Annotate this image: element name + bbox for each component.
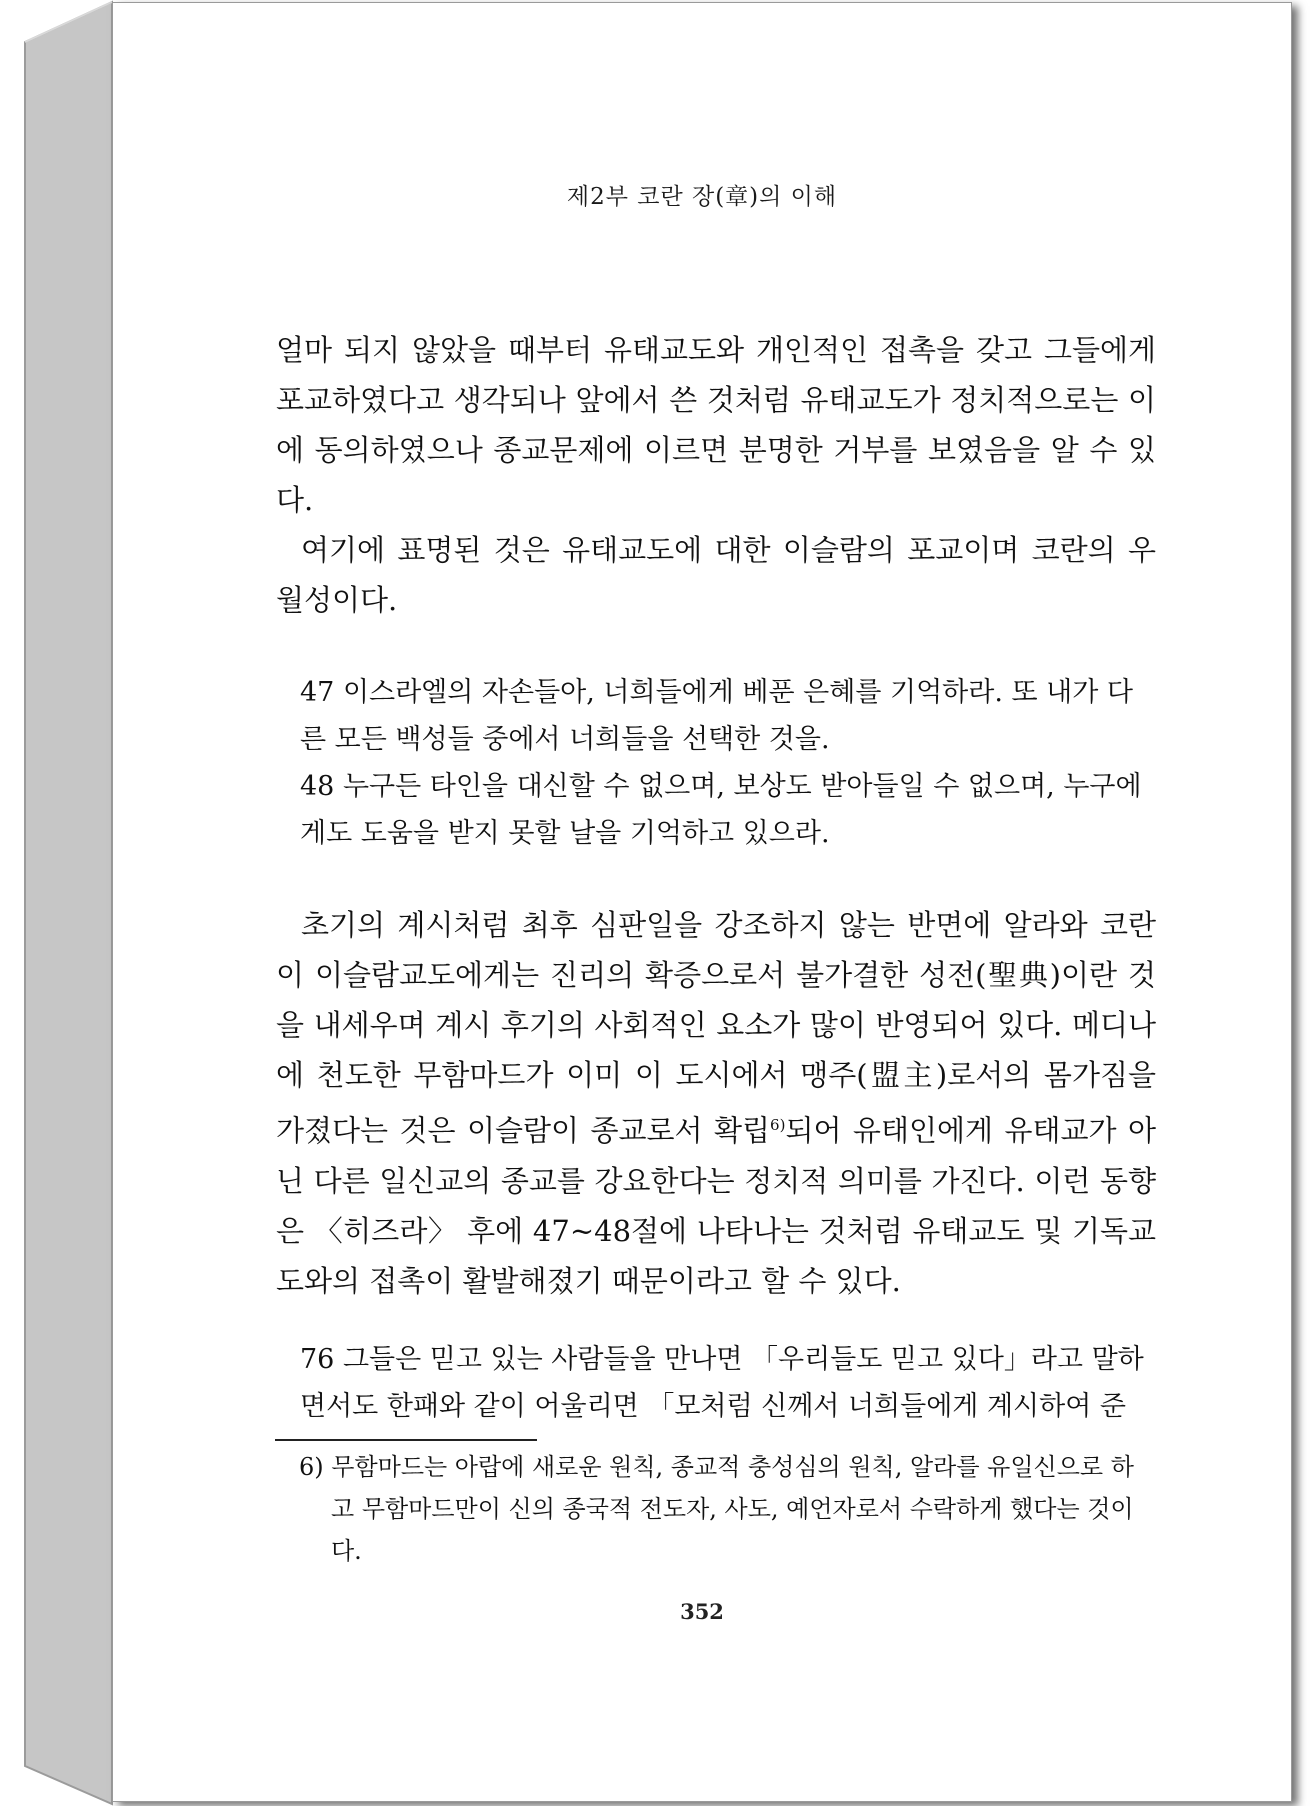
book-spine-graphic	[0, 0, 115, 1806]
body-paragraph-3	[276, 900, 1156, 1306]
book-page	[112, 2, 1292, 1802]
body-paragraph-2: 여기에 표명된 것은 유태교도에 대한 이슬람의 포교이며 코란의 우월성이다.	[276, 533, 1156, 617]
body-paragraph-1: 얼마 되지 않았을 때부터 유태교도와 개인적인 접촉을 갖고 그들에게 포교하였다고 생각되나 앞에서 쓴 것처럼 유태교도가 정치적으로는 이에 동의하였으나 종교문제에 이르면 분명한 거부를 보였음을 알 수 있다.	[276, 333, 1156, 517]
verse-48: 48 누구든 타인을 대신할 수 없으며, 보상도 받아들일 수 없으며, 누구에게도 도움을 받지 못할 날을 기억하고 있으라.	[300, 771, 1142, 849]
footnote-separator	[275, 1439, 537, 1441]
verse-47: 47 이스라엘의 자손들아, 너희들에게 베푼 은혜를 기억하라. 또 내가 다른 모든 백성들 중에서 너희들을 선택한 것을.	[300, 677, 1133, 755]
intro-paragraphs	[276, 325, 1156, 625]
quoted-verse-76	[300, 1336, 1156, 1430]
running-head: 제2부 코란 장(章)의 이해	[566, 184, 838, 210]
footnote-section	[299, 1446, 1156, 1572]
footnote-reference-6: 6)	[770, 1116, 786, 1134]
book-spine	[0, 0, 115, 1806]
quoted-verses-47-48	[300, 669, 1156, 857]
footnote-6: 6) 무함마드는 아랍에 새로운 원칙, 종교적 충성심의 원칙, 알라를 유일신으로 하고 무함마드만이 신의 종국적 전도자, 사도, 예언자로서 수락하게 했다는 것이다.	[299, 1453, 1134, 1565]
commentary-paragraph-block	[276, 900, 1156, 1306]
page-number: 352	[680, 1599, 724, 1624]
body-paragraph-3-part-2: 되어 유태인에게 유태교가 아닌 다른 일신교의 종교를 강요한다는 정치적 의미를 가진다. 이런 동향은 〈히즈라〉 후에 47~48절에 나타나는 것처럼 유태교도 및 기독교도와의 접촉이 활발해졌기 때문이라고 할 수 있다.	[276, 1113, 1156, 1298]
verse-76: 76 그들은 믿고 있는 사람들을 만나면 「우리들도 믿고 있다」라고 말하면서도 한패와 같이 어울리면 「모처럼 신께서 너희들에게 계시하여 준	[300, 1344, 1144, 1422]
body-paragraph-3-part-1: 초기의 계시처럼 최후 심판일을 강조하지 않는 반면에 알라와 코란이 이슬람교도에게는 진리의 확증으로서 불가결한 성전(聖典)이란 것을 내세우며 계시 후기의 사회적인 요소가 많이 반영되어 있다. 메디나에 천도한 무함마드가 이미 이 도시에서 맹주(盟主)로서의 몸가짐을 가졌다는 것은 이슬람이 종교로서 확립	[276, 908, 1156, 1148]
